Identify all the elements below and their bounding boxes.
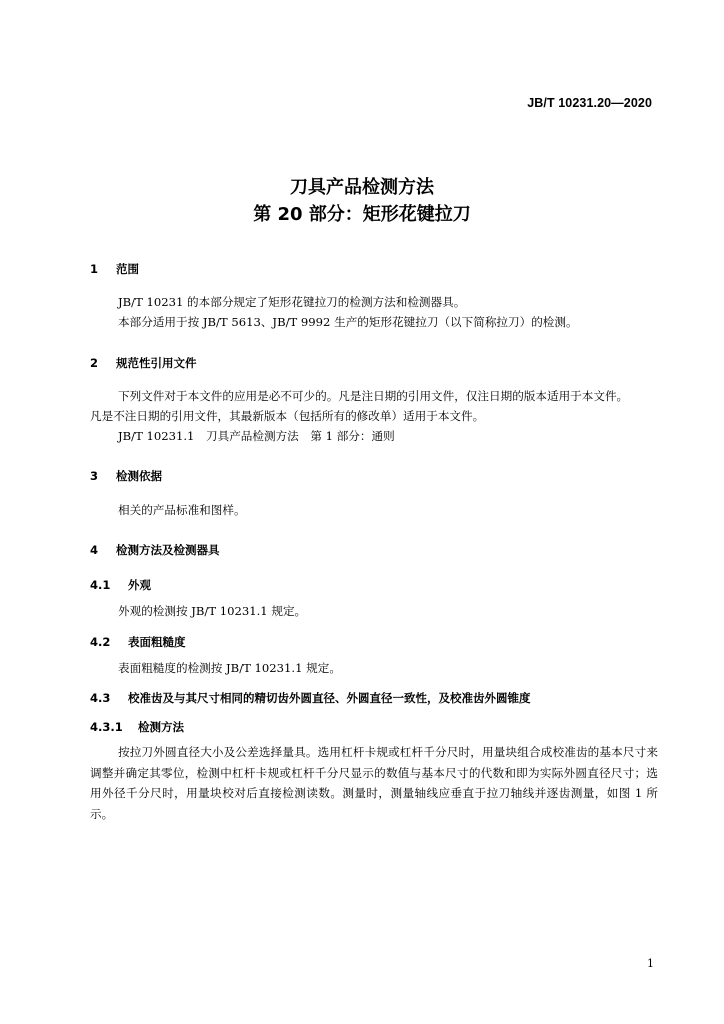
normative-reference: JB/T 10231.1 刀具产品检测方法 第 1 部分：通则: [118, 429, 395, 443]
section-title: 校准齿及与其尺寸相同的精切齿外圆直径、外圆直径一致性，及校准齿外圆锥度: [128, 691, 531, 705]
document-title: 刀具产品检测方法: [290, 177, 434, 198]
section-4-3-1-heading: [90, 719, 184, 735]
section-4-heading: [90, 542, 220, 558]
section-number: 4: [90, 543, 99, 557]
section-title: 外观: [128, 578, 152, 592]
page-number: 1: [647, 957, 654, 970]
section-4-2-heading: [90, 634, 186, 650]
section-4-3-1-paragraph: 按拉刀外圆直径大小及公差选择量具。选用杠杆卡规或杠杆千分尺时，用量块组合成校准齿的基本尺寸来调整并确定其零位，检测中杠杆卡规或杠杆千分尺显示的数值与基本尺寸的代数和即为实际外圆直径尺寸；选用外径千分尺时，用量块校对后直接检测读数。测量时，测量轴线应垂直于拉刀轴线并逐齿测量，如图 1 所示。: [90, 745, 658, 821]
section-4-2-paragraph: 表面粗糙度的检测按 JB/T 10231.1 规定。: [118, 661, 341, 675]
section-title: 规范性引用文件: [116, 356, 197, 370]
section-title: 检测方法: [138, 720, 185, 734]
section-number: 1: [90, 262, 99, 276]
section-number: 4.3.1: [90, 720, 123, 734]
section-title: 表面粗糙度: [128, 635, 186, 649]
section-4-1-heading: [90, 577, 151, 593]
section-3-heading: [90, 468, 162, 484]
section-title: 检测依据: [116, 469, 163, 483]
section-title: 检测方法及检测器具: [116, 543, 220, 557]
section-number: 3: [90, 469, 99, 483]
section-1-heading: [90, 261, 139, 277]
section-1-paragraph-1: JB/T 10231 的本部分规定了矩形花键拉刀的检测方法和检测器具。: [118, 295, 466, 309]
document-code: JB/T 10231.20—2020: [527, 96, 652, 110]
section-number: 4.1: [90, 578, 111, 592]
section-4-3-heading: [90, 690, 531, 706]
section-2-paragraph-line-2: 凡是不注日期的引用文件，其最新版本（包括所有的修改单）适用于本文件。: [90, 409, 485, 423]
section-3-paragraph: 相关的产品标准和图样。: [118, 503, 246, 517]
section-number: 2: [90, 356, 99, 370]
section-number: 4.3: [90, 691, 111, 705]
section-title: 范围: [116, 262, 140, 276]
document-subtitle: 第 20 部分：矩形花键拉刀: [253, 204, 471, 225]
section-2-heading: [90, 355, 197, 371]
section-2-paragraph-line-1: 下列文件对于本文件的应用是必不可少的。凡是注日期的引用文件，仅注日期的版本适用于本文件。: [118, 389, 629, 403]
section-1-paragraph-2: 本部分适用于按 JB/T 5613、JB/T 9992 生产的矩形花键拉刀（以下简称拉刀）的检测。: [118, 315, 578, 329]
section-number: 4.2: [90, 635, 111, 649]
section-4-1-paragraph: 外观的检测按 JB/T 10231.1 规定。: [118, 604, 307, 618]
